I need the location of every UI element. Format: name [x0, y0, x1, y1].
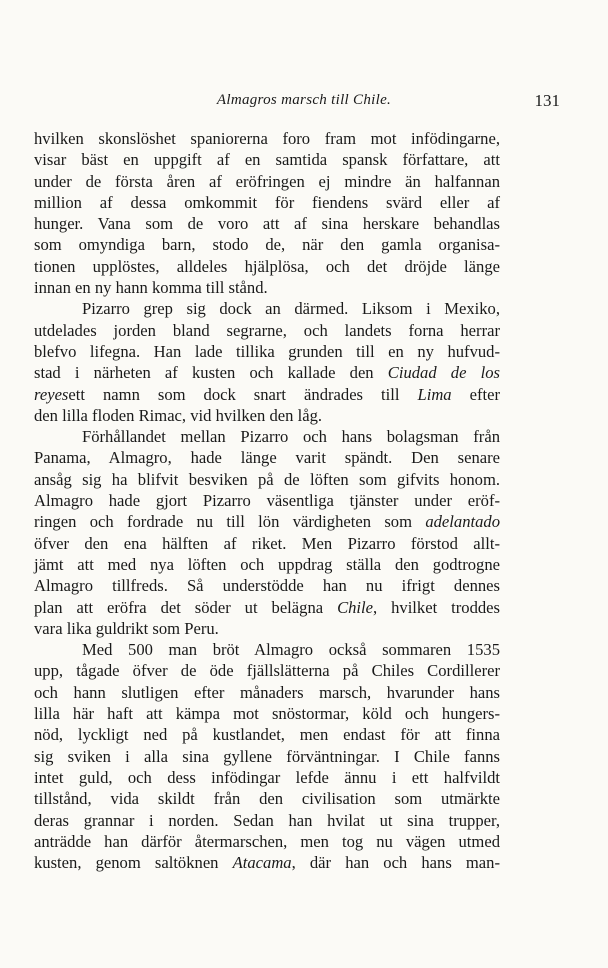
- page-header: [36, 92, 572, 112]
- italic-term: adelantado: [425, 512, 500, 532]
- text-line: jämt att med nya löften och uppdrag ställa den godtrogne: [34, 554, 500, 574]
- text-line: tillstånd, vida skildt från den civilisation som utmärkte: [34, 789, 500, 809]
- text-segment: efter: [451, 384, 501, 404]
- text-segment: ett namn som dock snart ändrades till: [68, 384, 418, 404]
- text-line: upp, tågade öfver de öde fjällslätterna på Chiles Cordillerer: [34, 661, 500, 681]
- italic-place-name: reyes: [34, 384, 69, 404]
- page-number: 131: [534, 91, 560, 110]
- paragraph-1: [34, 128, 500, 298]
- text-line: vara lika guldrikt som Peru.: [34, 618, 219, 638]
- body-text: [34, 128, 500, 873]
- text-line: hvilken skonslöshet spaniorerna foro fram mot infödingarne,: [34, 129, 500, 148]
- text-line: nöd, lyckligt ned på kustlandet, men endast för att finna: [34, 725, 500, 745]
- text-line: visar bäst en uppgift af en samtida spansk författare, att: [34, 150, 500, 170]
- text-line: [34, 852, 500, 873]
- text-line: [34, 597, 500, 618]
- text-segment: , där han och hans man-: [291, 853, 500, 873]
- text-line: Förhållandet mellan Pizarro och hans bolagsman från: [82, 427, 500, 447]
- text-line: innan en ny hann komma till stånd.: [34, 278, 268, 298]
- text-line: Panama, Almagro, hade länge varit spändt. Den senare: [34, 448, 500, 468]
- text-line: blefvo lifegna. Han lade tillika grunden till en ny hufvud-: [34, 341, 500, 361]
- text-line: som omyndiga barn, stodo de, när den gamla organisa-: [34, 235, 500, 255]
- italic-place-name: Ciudad de los: [387, 363, 500, 383]
- text-line: ansåg sig ha blifvit besviken på de löften som gifvits honom.: [34, 469, 500, 489]
- text-segment: kusten, genom saltöknen: [34, 853, 233, 873]
- text-line: hunger. Vana som de voro att af sina herskare behandlas: [34, 214, 500, 234]
- text-line: Almagro tillfreds. Så understödde han nu ifrigt dennes: [34, 576, 500, 596]
- italic-place-name: Chile: [337, 597, 374, 617]
- text-line: tionen upplöstes, alldeles hjälplösa, och det dröjde länge: [34, 256, 500, 276]
- text-line: under de första åren af eröfringen ej mindre än halfannan: [34, 171, 500, 191]
- text-line: Pizarro grep sig dock an därmed. Liksom i Mexiko,: [82, 299, 500, 319]
- text-line: deras grannar i norden. Sedan han hvilat ut sina trupper,: [34, 810, 500, 830]
- text-line: sig sviken i alla sina gyllene förväntningar. I Chile fanns: [34, 746, 500, 766]
- text-line: lilla här haft att kämpa mot snöstormar, köld och hungers-: [34, 704, 500, 724]
- running-head: Almagros marsch till Chile.: [216, 92, 392, 108]
- text-line: [34, 362, 500, 383]
- italic-place-name: Lima: [417, 384, 452, 404]
- text-segment: , hvilket troddes: [373, 597, 500, 617]
- text-line: anträdde han därför återmarschen, men tog nu vägen utmed: [34, 831, 500, 851]
- text-line: Almagro hade gjort Pizarro väsentliga tjänster under eröf-: [34, 491, 500, 511]
- text-line: Med 500 man bröt Almagro också sommaren 1535: [82, 640, 500, 660]
- text-segment: ringen och fordrade nu till lön värdigheten som: [34, 512, 426, 532]
- text-line: den lilla floden Rimac, vid hvilken den låg.: [34, 405, 323, 425]
- text-line: utdelades jorden bland segrarne, och landets forna herrar: [34, 320, 500, 340]
- italic-place-name: Atacama: [232, 853, 292, 873]
- paragraph-4: [34, 639, 500, 873]
- text-segment: plan att eröfra det söder ut belägna: [34, 597, 338, 617]
- text-line: öfver den ena hälften af riket. Men Pizarro förstod allt-: [34, 533, 500, 553]
- text-line: [34, 384, 500, 405]
- paragraph-3: [34, 426, 500, 639]
- text-line: och hann slutligen efter månaders marsch, hvarunder hans: [34, 682, 500, 702]
- paragraph-2: [34, 298, 500, 426]
- text-line: million af dessa omkommit för fiendens svärd eller af: [34, 192, 500, 212]
- text-line: [34, 511, 500, 532]
- text-line: intet guld, och dess infödingar lefde ännu i ett halfvildt: [34, 767, 500, 787]
- text-segment: stad i närheten af kusten och kallade den: [34, 363, 388, 383]
